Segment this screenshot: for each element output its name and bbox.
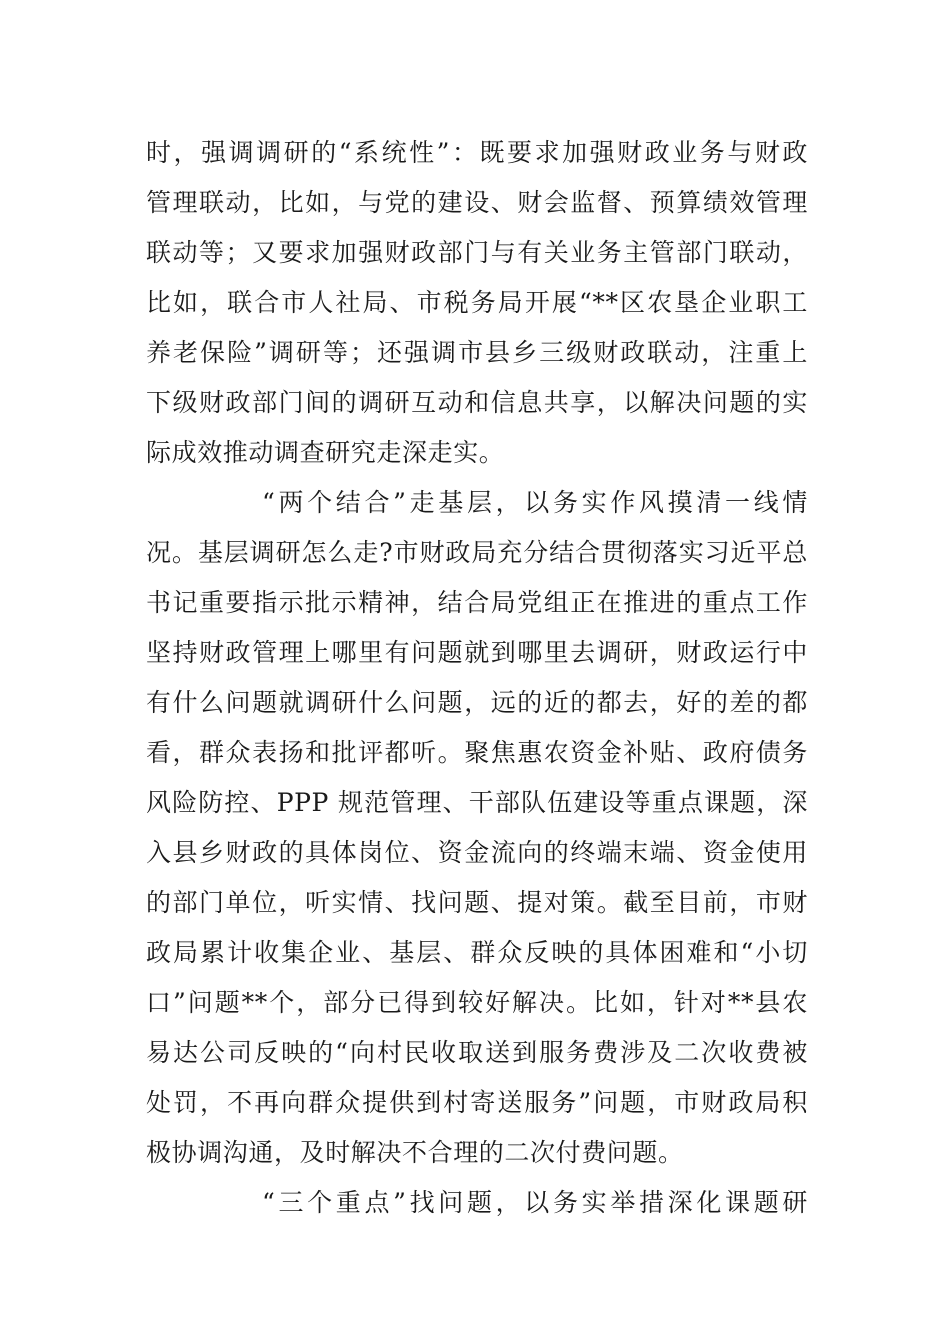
text-line: 际成效推动调查研究走深走实。 (146, 438, 505, 467)
text-line: “两个结合”走基层，以务实作风摸清一线情 (262, 488, 808, 517)
text-line: 极协调沟通，及时解决不合理的二次付费问题。 (146, 1138, 684, 1167)
body-text (146, 128, 808, 1228)
text-line: 时，强调调研的“系统性”：既要求加强财政业务与财政 (146, 138, 808, 167)
text-line: 政局累计收集企业、基层、群众反映的具体困难和“小切 (146, 938, 808, 967)
text-line: “三个重点”找问题，以务实举措深化课题研 (262, 1188, 808, 1217)
text-line: 书记重要指示批示精神，结合局党组正在推进的重点工作 (146, 588, 808, 617)
text-line: 联动等；又要求加强财政部门与有关业务主管部门联动， (146, 238, 808, 267)
text-line: 下级财政部门间的调研互动和信息共享，以解决问题的实 (146, 388, 808, 417)
text-line: 口”问题**个，部分已得到较好解决。比如，针对**县农 (146, 988, 808, 1017)
text-line: 况。基层调研怎么走?市财政局充分结合贯彻落实习近平总 (146, 538, 808, 567)
text-line: 看，群众表扬和批评都听。聚焦惠农资金补贴、政府债务 (146, 738, 808, 767)
text-line: 入县乡财政的具体岗位、资金流向的终端末端、资金使用 (146, 838, 808, 867)
text-line: 有什么问题就调研什么问题，远的近的都去，好的差的都 (146, 688, 808, 717)
text-line: 的部门单位，听实情、找问题、提对策。截至目前，市财 (146, 888, 808, 917)
text-line: 易达公司反映的“向村民收取送到服务费涉及二次收费被 (146, 1038, 808, 1067)
text-line: 处罚，不再向群众提供到村寄送服务”问题，市财政局积 (146, 1088, 808, 1117)
text-line: 管理联动，比如，与党的建设、财会监督、预算绩效管理 (146, 188, 808, 217)
text-line: 养老保险”调研等；还强调市县乡三级财政联动，注重上 (146, 338, 808, 367)
text-line: 坚持财政管理上哪里有问题就到哪里去调研，财政运行中 (146, 638, 808, 667)
text-line: 风险防控、PPP 规范管理、干部队伍建设等重点课题，深 (146, 788, 808, 817)
text-line: 比如，联合市人社局、市税务局开展“**区农垦企业职工 (146, 288, 808, 317)
